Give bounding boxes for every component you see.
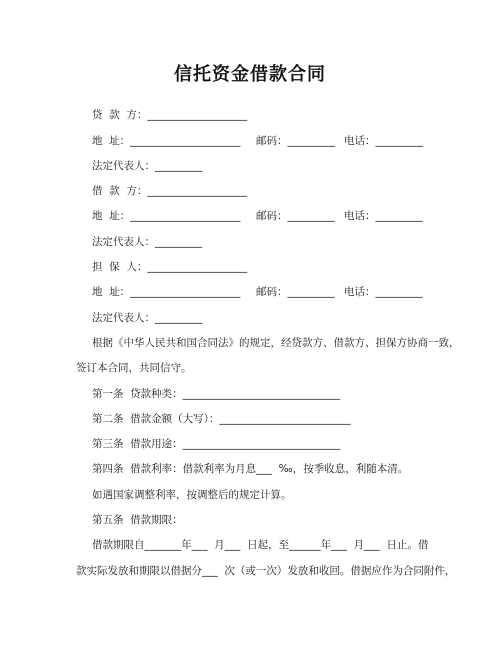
borrower-representative-line: 法定代表人：_________ (92, 236, 203, 248)
article-5-loan-term: 第五条 借款期限： (92, 514, 183, 526)
lender-representative-line: 法定代表人：_________ (92, 160, 203, 172)
guarantor-postcode-field: 邮码：_________ (256, 286, 335, 298)
loan-term-line-1: 借款期限自_______年___ 月___ 日起，至______年___ 月___ 日止。借 (92, 539, 429, 551)
lender-address-line: 地 址：_____________________ (92, 135, 241, 147)
borrower-postcode-field: 邮码：_________ (256, 210, 335, 222)
guarantor-address-line: 地 址：_____________________ (92, 286, 241, 298)
guarantor-representative-line: 法定代表人：_________ (92, 312, 203, 324)
lender-phone-field: 电话：_________ (344, 135, 423, 147)
article-4-interest-rate: 第四条 借款利率：借款利率为月息___ ‰，按季收息，利随本清。 (92, 463, 409, 475)
borrower-address-line: 地 址：_____________________ (92, 210, 241, 222)
lender-line: 贷 款 方：___________________ (92, 109, 248, 121)
borrower-phone-field: 电话：_________ (344, 210, 423, 222)
preamble-line-1: 根据《中华人民共和国合同法》的规定，经贷款方、借款方、担保方协商一致， (92, 337, 460, 349)
guarantor-phone-field: 电话：_________ (344, 286, 423, 298)
rate-adjustment-line: 如遇国家调整利率，按调整后的规定计算。 (92, 489, 292, 501)
article-2-loan-amount: 第二条 借款金额（大写）：_________________________ (92, 413, 351, 425)
preamble-line-2: 签订本合同，共同信守。 (76, 362, 192, 374)
borrower-line: 借 款 方：___________________ (92, 185, 248, 197)
guarantor-line: 担 保 人：___________________ (92, 261, 248, 273)
page-title: 信托资金借款合同 (174, 64, 326, 85)
lender-postcode-field: 邮码：_________ (256, 135, 335, 147)
article-3-loan-purpose: 第三条 借款用途：______________________________ (92, 438, 341, 450)
loan-term-line-2: 款实际发放和期限以借据分___ 次（或一次）发放和收回。借据应作为合同附件， (76, 565, 456, 577)
article-1-loan-type: 第一条 贷款种类：______________________________ (92, 388, 341, 400)
